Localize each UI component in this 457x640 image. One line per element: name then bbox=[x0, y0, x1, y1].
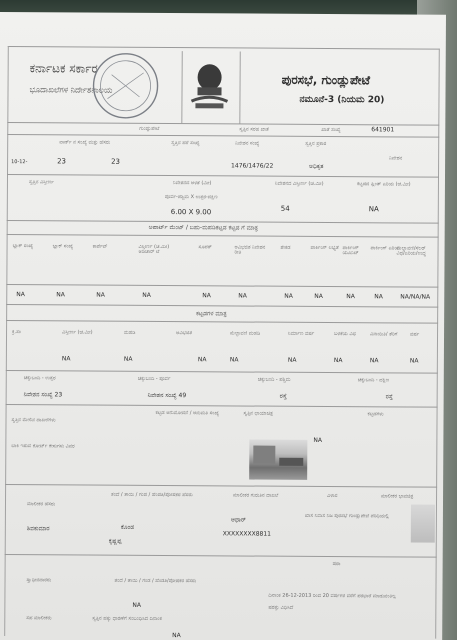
owner-name-label: ಮಾಲೀಕರ ಹೆಸರು bbox=[26, 501, 56, 508]
building-header-5: ನಿರ್ಮಾಣ ವರ್ಷ bbox=[288, 330, 315, 337]
old-number-label: ಸ್ವತ್ತಿನ ಹಳೆ ಸಂಖ್ಯೆ bbox=[171, 140, 200, 147]
owner-photo-label: ಮಾಲೀಕರ ಭಾವಚಿತ್ರ bbox=[381, 493, 414, 500]
ward-number-value: 23 bbox=[57, 157, 67, 166]
header-bottom-rule bbox=[7, 122, 439, 126]
boundary-south-label: ಚಕ್ಕುಬಂದಿ - ದಕ್ಷಿಣ bbox=[357, 377, 390, 384]
apartment-value-10: NA/NA/NA bbox=[400, 293, 431, 301]
measurement-direction-label: ಪೂರ್ವ-ಪಶ್ಚಿಮ X ಉತ್ತರ-ದಕ್ಷಿಣ bbox=[164, 194, 218, 201]
plinth-area-value: NA bbox=[368, 205, 379, 214]
building-value-4: NA bbox=[287, 356, 297, 364]
rule-8 bbox=[6, 370, 438, 374]
rule-1 bbox=[7, 134, 439, 138]
department-name: ಕರ್ನಾಟಕ ಸರ್ಕಾರ bbox=[29, 61, 98, 76]
municipality-title: ಪುರಸಭೆ, ಗುಂಡ್ಲುಪೇಟೆ bbox=[281, 72, 371, 88]
building-header-3: ಅವಿಭಜಿತ bbox=[176, 330, 193, 337]
co-owner-value: NA bbox=[172, 632, 181, 640]
apartment-header-6: ಶೇಕಡ bbox=[280, 244, 291, 251]
apartment-value-1: NA bbox=[56, 291, 65, 299]
property-documents-label: ಸ್ವತ್ತಿನ ಮೇಲಿನ ದಾಖಲೆಗಳು bbox=[11, 417, 56, 424]
boundary-west-label: ಚಕ್ಕುಬಂದಿ - ಪಶ್ಚಿಮ bbox=[257, 376, 291, 383]
rule-9 bbox=[6, 404, 438, 408]
apartment-header-2: ಕಾರ್ಪೆಟ್ bbox=[92, 243, 108, 250]
remarks-value: ದಿನಾಂಕ 26-12-2013 ರಿಂದ 20 ವರ್ಷಗಳ ವರೆಗೆ ಪರಭಾರೆ ಮಾಡುವಂತಿಲ್ಲ bbox=[268, 592, 397, 600]
apartment-header-3: ವಿಸ್ತೀರ್ಣ (ಚ.ಮೀ) ಅಡಿಚಾರ್ ಟೆ bbox=[138, 243, 170, 255]
building-value-1: NA bbox=[123, 355, 133, 363]
rule-11 bbox=[5, 554, 437, 558]
boundary-north-label: ಚಕ್ಕುಬಂದಿ - ಉತ್ತರ bbox=[23, 375, 56, 382]
site-area-label: ನಿವೇಶನದ ವಿಸ್ತೀರ್ಣ (ಚ.ಮೀ) bbox=[274, 180, 324, 187]
plinth-area-label: ಕಟ್ಟಡದ ಪ್ಲಿಂತ್ ಏರಿಯ (ಚ.ಮೀ) bbox=[356, 181, 411, 188]
ownership-date-label: ಸ್ವತ್ತಿನ ಹಕ್ಕು ಧಾರಣೆಗೆ ಸಂಬಂಧಿಸಿದ ದಿನಾಂಕ bbox=[92, 615, 162, 622]
photo-row-value: NA bbox=[313, 436, 323, 444]
owner-address-value: ಖಾಸ ನಿವಾಸ ನಿಜ ಪುರಸಭೆ ಗುಂಡ್ಲುಪೇಟೆ ಪರಿಧಿಯಲ್ಲಿ bbox=[304, 512, 389, 520]
building-header-6: ಬಳಕೆಯ ವಿಧ bbox=[334, 331, 356, 338]
property-account-label: ಸ್ವತ್ತಿನ ಸರಹ ಖಾತೆ bbox=[239, 126, 269, 133]
building-section-title: ಕಟ್ಟಡಗಳ ಮಾತ್ರ bbox=[196, 310, 227, 318]
building-header-2: ಮಹಡಿ bbox=[124, 329, 136, 336]
owner-photo-icon bbox=[411, 505, 435, 543]
ward-label: ವಾರ್ಡ್ ನ ಸಂಖ್ಯೆ ಮತ್ತು ಹೆಸರು bbox=[59, 139, 111, 146]
rule-10 bbox=[5, 484, 437, 488]
site-dimensions-value: 6.00 X 9.00 bbox=[170, 208, 212, 217]
property-photo-icon bbox=[249, 440, 307, 480]
apartment-section-title: ಅಪಾರ್ಟ್ ಮೆಂಟ್ / ಬಹು-ಮಹಡಿಕಟ್ಟಡ ಕಟ್ಟಡ ಗೆ ಮಾತ್ರ bbox=[148, 223, 258, 232]
apartment-value-4: NA bbox=[202, 292, 211, 300]
apartment-header-8: ಪಾರ್ಕಿಂಗ್ ಯೂನಿಟ್ bbox=[342, 245, 360, 257]
holders-label: ಸ್ವಾಧೀನದಾರರು bbox=[26, 577, 52, 584]
apartment-value-7: NA bbox=[314, 292, 323, 300]
rule-4 bbox=[7, 234, 439, 238]
apartment-header-0: ಬ್ಲಾಕ್ ಸಂಖ್ಯೆ bbox=[12, 243, 34, 250]
apartment-value-8: NA bbox=[346, 293, 355, 301]
building-value-6: NA bbox=[369, 357, 379, 365]
property-record-sheet bbox=[0, 12, 446, 640]
court-cases-label: ಬಾಕಿ ಇರುವ ಕೋರ್ಟ್ ಕೇಸುಗಳು ವಿವರ bbox=[11, 443, 75, 450]
apartment-value-6: NA bbox=[284, 292, 293, 300]
old-number-value: 1476/1476/22 bbox=[231, 162, 274, 170]
town-label: ಗುಂಡ್ಲುಪೇಟೆ bbox=[139, 125, 160, 132]
site-area-value: 54 bbox=[280, 204, 290, 213]
form-title: ನಮೂನೆ-3 (ನಿಯಮ 20) bbox=[299, 94, 385, 106]
boundary-west-value: ರಸ್ತೆ bbox=[279, 392, 287, 400]
boundary-east-value: ನಿವೇಶನ ಸಂಖ್ಯೆ 49 bbox=[147, 391, 187, 400]
co-owner-label: ಸಹ ಮಾಲೀಕರು bbox=[26, 615, 52, 622]
building-approval-label: ಕಟ್ಟಡ ಅನುಮೋದನೆ / ಅನುಮತಿ ಸಂಖ್ಯೆ bbox=[155, 409, 220, 417]
owner-id-label: ಮಾಲೀಕರ ಗುರುತಿನ ದಾಖಲೆ bbox=[233, 492, 279, 499]
boundary-south-value: ರಸ್ತೆ bbox=[385, 393, 393, 401]
rule-2 bbox=[7, 174, 439, 178]
boundary-east-label: ಚಕ್ಕುಬಂದಿ - ಪೂರ್ವ bbox=[137, 375, 171, 383]
boundary-north-value: ನಿವೇಶನ ಸಂಖ್ಯೆ 23 bbox=[23, 391, 63, 399]
property-area-label: ಸ್ವತ್ತಿನ ವಿಸ್ತೀರ್ಣ bbox=[28, 179, 54, 186]
remarks-label: ಷರಾ bbox=[332, 561, 341, 568]
building-header-7: ವಿನಾಯಿತಿ/ ತೆರಿಗೆ bbox=[370, 331, 398, 338]
site-label: ನಿವೇಶನ bbox=[389, 155, 403, 162]
office-seal-icon bbox=[87, 51, 163, 121]
department-subtitle: ಭೂದಾಖಲೆಗಳ ನಿರ್ದೇಶನಾಲಯ bbox=[29, 85, 113, 95]
owner-address-label: ವಿಳಾಸ bbox=[327, 493, 338, 500]
property-type-label: ಸ್ವತ್ತಿನ ಪ್ರಕಾರ bbox=[305, 140, 327, 147]
building-header-4: ಮೆಲ್ಛಾವಣಿ ಮಹಡಿ bbox=[230, 330, 261, 337]
property-type-value: ಅಧಿಕೃತ bbox=[309, 162, 324, 170]
building-header-1: ವಿಸ್ತೀರ್ಣ (ಚ.ಮೀ) bbox=[62, 329, 93, 336]
building-header-0: ಕ್ರ.ಸಂ bbox=[12, 329, 21, 336]
building-header-8: ವರ್ಷ bbox=[410, 331, 420, 338]
holder-value: NA bbox=[132, 601, 141, 609]
apartment-value-5: NA bbox=[238, 292, 247, 300]
building-value-7: NA bbox=[409, 357, 419, 365]
apartment-value-3: NA bbox=[142, 291, 151, 299]
holder-relation-label: ತಂದೆ / ತಾಯಿ / ಗಂಡ / ಹೆಂಡತಿ/ಪೋಷಕರ ಹೆಸರು bbox=[114, 577, 197, 585]
owner-relation-value-2: ಕೃಷ್ಣಪ್ಪ bbox=[108, 537, 122, 545]
site-measurement-label: ನಿವೇಶನದ ಅಳತೆ (ಮೀ) bbox=[172, 180, 212, 187]
owner-name-value: ಶಿವಕುಮಾರ bbox=[26, 525, 50, 533]
apartment-value-2: NA bbox=[96, 291, 105, 299]
header-divider bbox=[181, 51, 182, 123]
state-emblem-icon bbox=[187, 57, 231, 113]
apartment-header-5: ಅವಿಭಜಿತ ನಿವೇಶನ ರೀತಿ bbox=[234, 244, 266, 256]
header-divider-2 bbox=[239, 51, 240, 123]
building-value-0: NA bbox=[61, 355, 71, 363]
buildings-label: ಕಟ್ಟಡಗಳು bbox=[367, 411, 384, 418]
site-number-label: ನಿವೇಶನ ಸಂಖ್ಯೆ bbox=[235, 140, 260, 147]
apartment-header-4: ಸೂಪರ್ bbox=[198, 244, 212, 251]
frame-top-rule bbox=[8, 46, 440, 50]
apartment-header-1: ಬ್ಲಾಕ್ ಸಂಖ್ಯೆ bbox=[52, 243, 74, 250]
remarks-value-2: ಷರತ್ತು ವಿಧಿಸಿದೆ bbox=[268, 604, 294, 611]
apartment-value-9: NA bbox=[374, 293, 383, 301]
aadhaar-label: ಆಧಾರ್ bbox=[230, 516, 247, 524]
rule-7 bbox=[6, 320, 438, 324]
ward-name-value: 23 bbox=[111, 157, 121, 166]
date-left-value: 10-12- bbox=[11, 159, 28, 166]
building-value-2: NA bbox=[197, 356, 207, 364]
apartment-header-10: ಮೆಲ್ಭಾವಣಿ/ಸೆಲರ್ ವಿಧ/ಏರಿಯ/ಉದ್ದ bbox=[396, 245, 426, 257]
rule-6 bbox=[6, 304, 438, 308]
account-number-label: ಖಾತೆ ಸಂಖ್ಯೆ bbox=[321, 126, 341, 134]
rule-3 bbox=[7, 220, 439, 224]
property-photo-label: ಸ್ವತ್ತಿನ ಛಾಯಾಚಿತ್ರ bbox=[243, 410, 273, 417]
aadhaar-number-value: XXXXXXXX8811 bbox=[222, 530, 271, 538]
apartment-header-9: ಪಾರ್ಕಿಂಗ್ ಏರಿಯ bbox=[370, 245, 400, 252]
owner-relation-value: ಕೊಂಡ bbox=[120, 523, 135, 531]
account-number-value: 641901 bbox=[371, 126, 395, 134]
owner-relation-label: ತಂದೆ / ತಾಯಿ / ಗಂಡ / ಹೆಂಡತಿ/ಪೋಷಕರ ಹೆಸರು bbox=[111, 491, 193, 499]
building-value-5: NA bbox=[333, 357, 343, 365]
apartment-header-7: ಪಾರ್ಕಿಂಗ್ ಲಭ್ಯತೆ bbox=[310, 244, 339, 252]
building-value-3: NA bbox=[229, 356, 239, 364]
rule-5 bbox=[6, 284, 438, 288]
apartment-value-0: NA bbox=[16, 291, 25, 299]
